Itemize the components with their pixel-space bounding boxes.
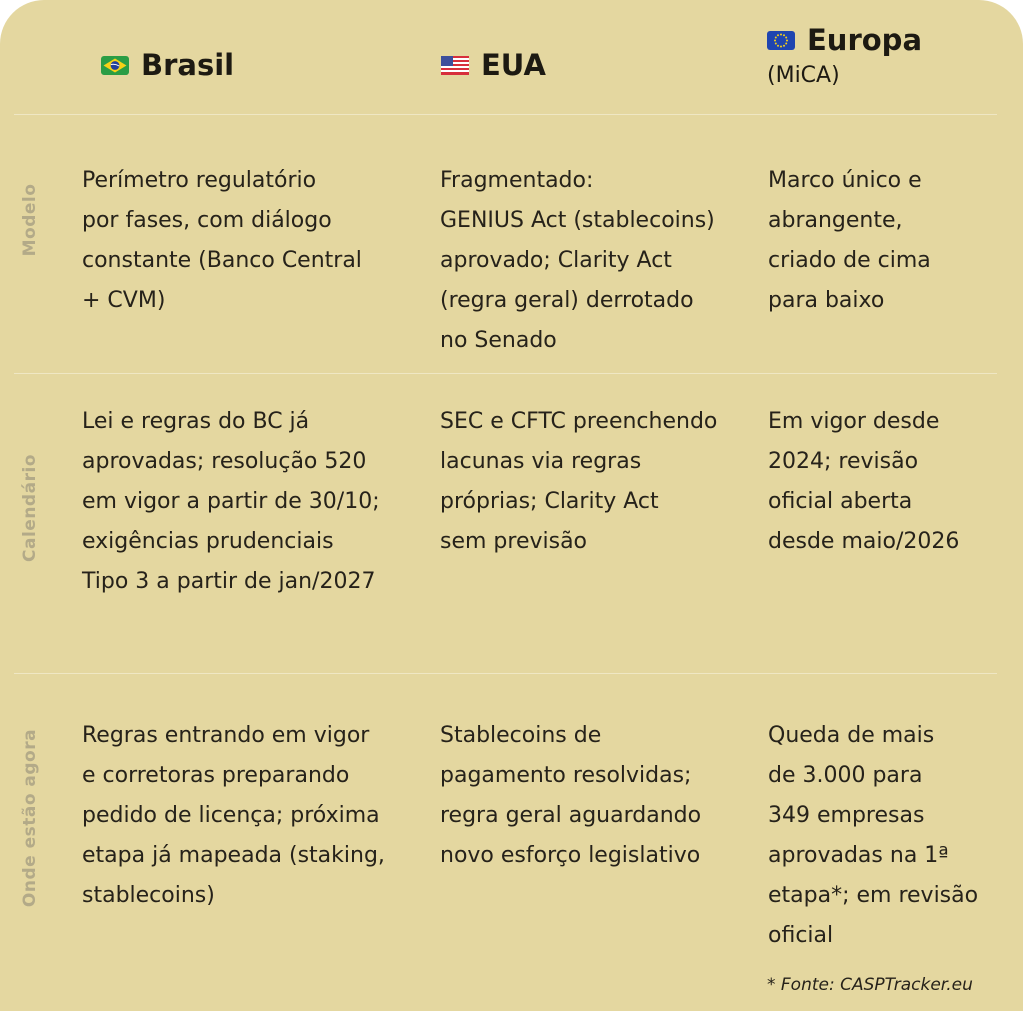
row-label-onde-estao-agora: Onde estão agora <box>20 728 40 908</box>
row-divider <box>14 673 997 674</box>
column-header-eua <box>441 48 546 82</box>
column-header-europa <box>767 23 922 57</box>
table-cell: Stablecoins de pagamento resolvidas; regra geral aguardando novo esforço legislativo <box>440 723 702 868</box>
column-header-label: Europa <box>807 23 923 57</box>
table-cell: Perímetro regulatório por fases, com diálogo constante (Banco Central + CVM) <box>82 168 362 313</box>
table-cell: Em vigor desde 2024; revisão oficial aberta desde maio/2026 <box>768 409 960 554</box>
column-header-label: EUA <box>481 48 546 82</box>
row-divider <box>14 114 997 115</box>
table-cell: Fragmentado: GENIUS Act (stablecoins) aprovado; Clarity Act (regra geral) derrotado no Senado <box>440 168 715 353</box>
column-header-label: Brasil <box>141 48 235 82</box>
row-label-modelo: Modelo <box>20 183 40 257</box>
table-cell: Marco único e abrangente, criado de cima para baixo <box>768 168 931 313</box>
table-cell: Regras entrando em vigor e corretoras preparando pedido de licença; próxima etapa já mapeada (staking, stablecoins) <box>82 723 385 908</box>
column-header-sublabel: (MiCA) <box>767 63 840 88</box>
table-cell: Lei e regras do BC já aprovadas; resolução 520 em vigor a partir de 30/10; exigências prudenciais Tipo 3 a partir de jan/2027 <box>82 409 380 594</box>
footnote: * Fonte: CASPTracker.eu <box>767 975 973 995</box>
row-label-calendario: Calendário <box>20 454 40 562</box>
row-divider <box>14 373 997 374</box>
eu-flag-icon <box>767 31 795 50</box>
table-cell: SEC e CFTC preenchendo lacunas via regras próprias; Clarity Act sem previsão <box>440 409 718 554</box>
usa-flag-icon <box>441 56 469 75</box>
table-cell: Queda de mais de 3.000 para 349 empresas aprovadas na 1ª etapa*; em revisão oficial <box>768 723 979 948</box>
brazil-flag-icon <box>101 56 129 75</box>
column-header-brasil <box>101 48 234 82</box>
